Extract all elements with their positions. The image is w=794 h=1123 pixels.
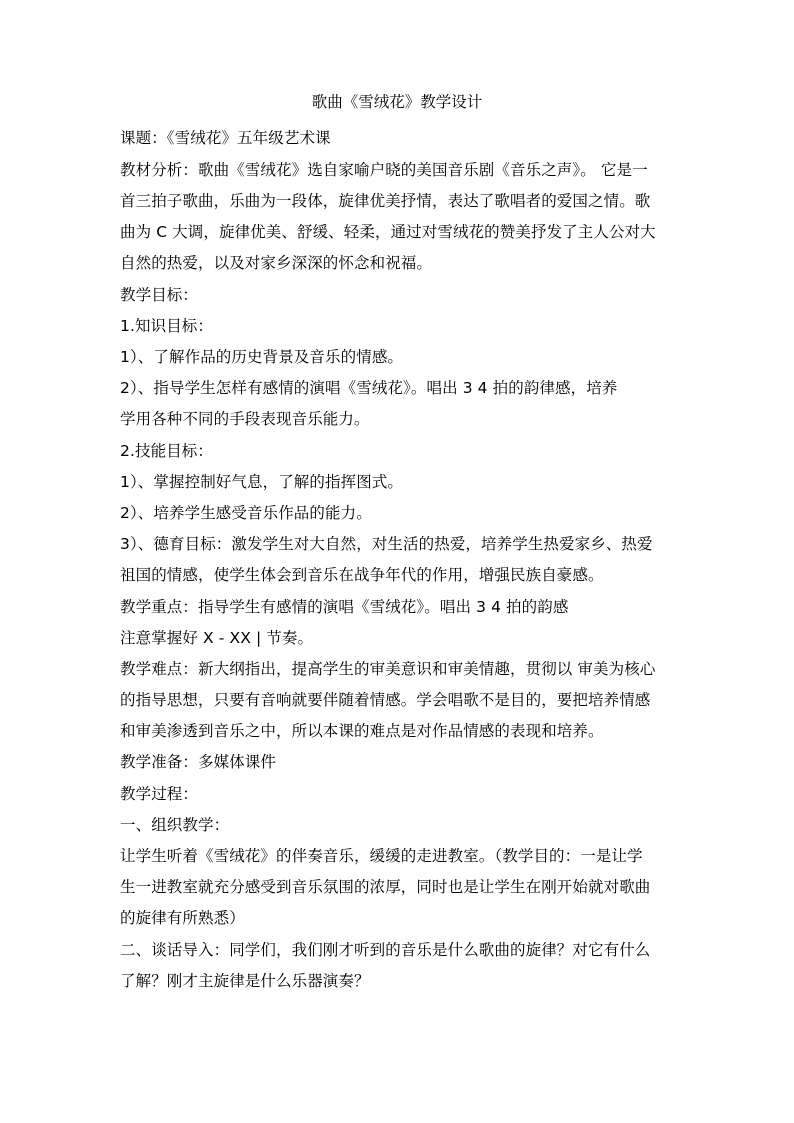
line-moral-2: 祖国的情感，使学生体会到音乐在战争年代的作用，增强民族自豪感。	[120, 566, 604, 584]
line-difficulty-1: 教学难点：新大纲指出，提高学生的审美意识和审美情趣，贯彻以 审美为核心	[120, 660, 656, 678]
line-knowledge-heading: 1.知识目标：	[120, 317, 213, 335]
line-topic: 课题：《雪绒花》五年级艺术课	[120, 129, 331, 147]
line-moral-1: 3）、德育目标：激发学生对大自然，对生活的热爱，培养学生热爱家乡、热爱	[120, 535, 653, 553]
line-knowledge-2b: 学用各种不同的手段表现音乐能力。	[120, 410, 370, 428]
line-rhythm-note: 注意掌握好 X - XX | 节奏。	[120, 629, 314, 647]
line-difficulty-3: 和审美渗透到音乐之中，所以本课的难点是对作品情感的表现和培养。	[120, 722, 604, 740]
line-analysis-4: 自然的热爱，以及对家乡深深的怀念和祝福。	[120, 254, 433, 272]
line-difficulty-2: 的指导思想，只要有音响就要伴随着情感。学会唱歌不是目的，要把培养情感	[120, 691, 651, 709]
line-analysis-2: 首三拍子歌曲，乐曲为一段体，旋律优美抒情，表达了歌唱者的爱国之情。歌	[120, 192, 651, 210]
line-step1-3: 的旋律有所熟悉）	[120, 909, 245, 927]
line-step1-2: 生一进教室就充分感受到音乐氛围的浓厚，同时也是让学生在刚开始就对歌曲	[120, 878, 651, 896]
line-step2-1: 二、谈话导入：同学们，我们刚才听到的音乐是什么歌曲的旋律？对它有什么	[120, 941, 651, 959]
line-analysis-3: 曲为 C 大调，旋律优美、舒缓、轻柔，通过对雪绒花的赞美抒发了主人公对大	[120, 223, 656, 241]
line-preparation: 教学准备：多媒体课件	[120, 753, 277, 771]
line-analysis-1: 教材分析：歌曲《雪绒花》选自家喻户晓的美国音乐剧《音乐之声》。 它是一	[120, 161, 648, 179]
line-skill-2: 2）、培养学生感受音乐作品的能力。	[120, 504, 372, 522]
line-skill-1: 1）、掌握控制好气息，了解的指挥图式。	[120, 473, 404, 491]
line-skill-heading: 2.技能目标：	[120, 442, 213, 460]
line-step2-2: 了解？刚才主旋律是什么乐器演奏？	[120, 972, 370, 990]
line-key-point: 教学重点：指导学生有感情的演唱《雪绒花》。唱出 3 4 拍的韵感	[120, 598, 569, 616]
line-knowledge-2a: 2）、指导学生怎样有感情的演唱《雪绒花》。唱出 3 4 拍的韵律感，培养	[120, 379, 618, 397]
line-step1-1: 让学生听着《雪绒花》的伴奏音乐，缓缓的走进教室。（教学目的：一是让学	[120, 847, 643, 865]
line-step1-heading: 一、组织教学：	[120, 816, 230, 834]
line-goals-heading: 教学目标：	[120, 286, 199, 304]
document-title: 歌曲《雪绒花》教学设计	[311, 93, 483, 111]
line-knowledge-1: 1）、了解作品的历史背景及音乐的情感。	[120, 348, 404, 366]
line-process-heading: 教学过程：	[120, 785, 199, 803]
